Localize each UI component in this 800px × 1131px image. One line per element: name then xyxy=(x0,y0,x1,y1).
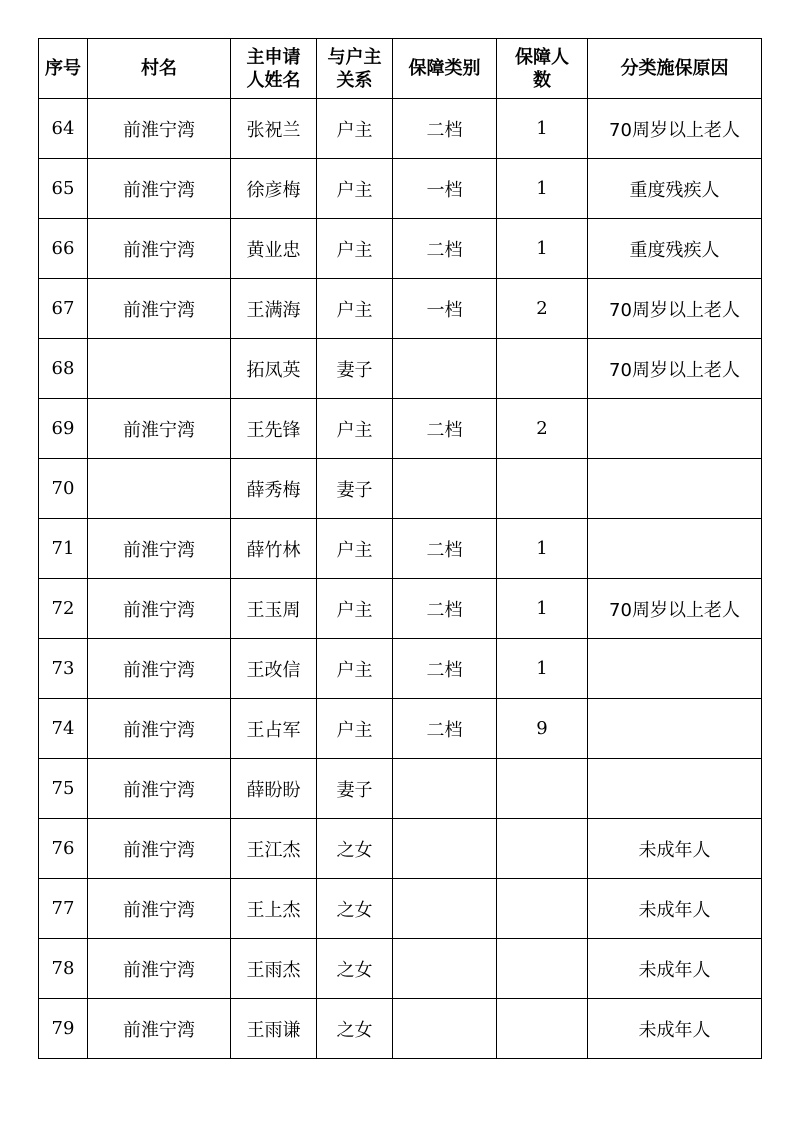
table-row xyxy=(39,339,762,399)
cell-village: 前淮宁湾 xyxy=(88,759,231,819)
cell-reason xyxy=(588,399,762,459)
cell-relation: 户主 xyxy=(317,519,393,579)
cell-village: 前淮宁湾 xyxy=(88,279,231,339)
cell-village: 前淮宁湾 xyxy=(88,999,231,1059)
table-row xyxy=(39,579,762,639)
table-row xyxy=(39,699,762,759)
cell-seq: 75 xyxy=(39,759,88,819)
cell-reason xyxy=(588,519,762,579)
cell-seq: 67 xyxy=(39,279,88,339)
cell-name: 王雨杰 xyxy=(231,939,317,999)
header-village: 村名 xyxy=(88,39,231,99)
cell-category xyxy=(393,759,497,819)
cell-name: 王上杰 xyxy=(231,879,317,939)
cell-seq: 70 xyxy=(39,459,88,519)
table-row xyxy=(39,159,762,219)
cell-reason: 70周岁以上老人 xyxy=(588,579,762,639)
cell-reason: 未成年人 xyxy=(588,999,762,1059)
header-reason: 分类施保原因 xyxy=(588,39,762,99)
cell-category: 二档 xyxy=(393,579,497,639)
cell-reason: 重度残疾人 xyxy=(588,159,762,219)
header-row xyxy=(39,39,762,99)
cell-village: 前淮宁湾 xyxy=(88,699,231,759)
table-row xyxy=(39,759,762,819)
cell-relation: 户主 xyxy=(317,99,393,159)
cell-category: 一档 xyxy=(393,159,497,219)
cell-seq: 77 xyxy=(39,879,88,939)
table-row xyxy=(39,399,762,459)
cell-name: 徐彦梅 xyxy=(231,159,317,219)
cell-seq: 64 xyxy=(39,99,88,159)
table-body xyxy=(39,99,762,1059)
cell-category: 二档 xyxy=(393,639,497,699)
table-row xyxy=(39,999,762,1059)
cell-category xyxy=(393,999,497,1059)
cell-name: 王雨谦 xyxy=(231,999,317,1059)
cell-name: 薛秀梅 xyxy=(231,459,317,519)
cell-seq: 69 xyxy=(39,399,88,459)
cell-count: 1 xyxy=(497,639,588,699)
cell-reason: 70周岁以上老人 xyxy=(588,99,762,159)
cell-category: 二档 xyxy=(393,399,497,459)
cell-count xyxy=(497,819,588,879)
table-row xyxy=(39,879,762,939)
cell-count xyxy=(497,999,588,1059)
cell-village xyxy=(88,459,231,519)
table-row xyxy=(39,819,762,879)
cell-reason xyxy=(588,759,762,819)
table-row xyxy=(39,279,762,339)
cell-reason: 未成年人 xyxy=(588,879,762,939)
table-row xyxy=(39,219,762,279)
cell-count xyxy=(497,459,588,519)
cell-name: 拓凤英 xyxy=(231,339,317,399)
cell-name: 王玉周 xyxy=(231,579,317,639)
cell-count: 1 xyxy=(497,519,588,579)
cell-village: 前淮宁湾 xyxy=(88,519,231,579)
cell-category xyxy=(393,819,497,879)
cell-name: 王江杰 xyxy=(231,819,317,879)
header-applicant-name xyxy=(231,39,317,99)
cell-name: 王改信 xyxy=(231,639,317,699)
cell-count xyxy=(497,939,588,999)
cell-village: 前淮宁湾 xyxy=(88,819,231,879)
table-header xyxy=(39,39,762,99)
cell-relation: 之女 xyxy=(317,939,393,999)
cell-name: 张祝兰 xyxy=(231,99,317,159)
cell-relation: 户主 xyxy=(317,699,393,759)
cell-village: 前淮宁湾 xyxy=(88,879,231,939)
cell-count xyxy=(497,339,588,399)
table-row xyxy=(39,639,762,699)
cell-village: 前淮宁湾 xyxy=(88,99,231,159)
table-row xyxy=(39,519,762,579)
cell-name: 薛竹林 xyxy=(231,519,317,579)
cell-seq: 71 xyxy=(39,519,88,579)
cell-category: 二档 xyxy=(393,219,497,279)
table-row xyxy=(39,939,762,999)
cell-relation: 户主 xyxy=(317,279,393,339)
cell-reason: 70周岁以上老人 xyxy=(588,279,762,339)
cell-relation: 之女 xyxy=(317,819,393,879)
cell-category: 二档 xyxy=(393,519,497,579)
cell-relation: 户主 xyxy=(317,399,393,459)
cell-seq: 79 xyxy=(39,999,88,1059)
cell-name: 王先锋 xyxy=(231,399,317,459)
cell-village: 前淮宁湾 xyxy=(88,159,231,219)
header-relation-line2: 关系 xyxy=(336,69,373,91)
cell-category: 二档 xyxy=(393,99,497,159)
cell-seq: 74 xyxy=(39,699,88,759)
cell-relation: 户主 xyxy=(317,579,393,639)
cell-relation: 妻子 xyxy=(317,339,393,399)
cell-relation: 之女 xyxy=(317,999,393,1059)
cell-reason: 重度残疾人 xyxy=(588,219,762,279)
cell-name: 王满海 xyxy=(231,279,317,339)
cell-village: 前淮宁湾 xyxy=(88,219,231,279)
cell-reason: 70周岁以上老人 xyxy=(588,339,762,399)
cell-relation: 之女 xyxy=(317,879,393,939)
header-category: 保障类别 xyxy=(393,39,497,99)
cell-seq: 73 xyxy=(39,639,88,699)
header-applicant-line1: 主申请 xyxy=(246,46,301,68)
cell-name: 王占军 xyxy=(231,699,317,759)
cell-reason xyxy=(588,459,762,519)
header-count-line1: 保障人 xyxy=(515,46,569,68)
header-seq: 序号 xyxy=(39,39,88,99)
cell-count: 2 xyxy=(497,399,588,459)
cell-category xyxy=(393,939,497,999)
cell-count xyxy=(497,759,588,819)
cell-category: 二档 xyxy=(393,699,497,759)
cell-count: 9 xyxy=(497,699,588,759)
cell-reason xyxy=(588,699,762,759)
cell-seq: 65 xyxy=(39,159,88,219)
cell-count: 2 xyxy=(497,279,588,339)
cell-relation: 妻子 xyxy=(317,759,393,819)
cell-village xyxy=(88,339,231,399)
beneficiary-table xyxy=(38,38,762,1059)
header-relation-line1: 与户主 xyxy=(327,46,382,68)
cell-reason: 未成年人 xyxy=(588,939,762,999)
cell-reason: 未成年人 xyxy=(588,819,762,879)
cell-village: 前淮宁湾 xyxy=(88,399,231,459)
cell-seq: 76 xyxy=(39,819,88,879)
header-relation xyxy=(317,39,393,99)
header-count xyxy=(497,39,588,99)
cell-seq: 66 xyxy=(39,219,88,279)
cell-count: 1 xyxy=(497,579,588,639)
cell-relation: 户主 xyxy=(317,159,393,219)
cell-name: 薛盼盼 xyxy=(231,759,317,819)
cell-village: 前淮宁湾 xyxy=(88,939,231,999)
header-count-line2: 数 xyxy=(533,69,551,91)
cell-relation: 户主 xyxy=(317,639,393,699)
cell-village: 前淮宁湾 xyxy=(88,579,231,639)
cell-name: 黄业忠 xyxy=(231,219,317,279)
cell-count: 1 xyxy=(497,159,588,219)
table-row xyxy=(39,99,762,159)
cell-seq: 78 xyxy=(39,939,88,999)
cell-count xyxy=(497,879,588,939)
cell-relation: 户主 xyxy=(317,219,393,279)
cell-reason xyxy=(588,639,762,699)
cell-seq: 68 xyxy=(39,339,88,399)
cell-category xyxy=(393,879,497,939)
header-applicant-line2: 人姓名 xyxy=(246,69,301,91)
cell-count: 1 xyxy=(497,99,588,159)
cell-count: 1 xyxy=(497,219,588,279)
cell-village: 前淮宁湾 xyxy=(88,639,231,699)
cell-category xyxy=(393,339,497,399)
cell-category: 一档 xyxy=(393,279,497,339)
table-row xyxy=(39,459,762,519)
cell-seq: 72 xyxy=(39,579,88,639)
cell-relation: 妻子 xyxy=(317,459,393,519)
cell-category xyxy=(393,459,497,519)
